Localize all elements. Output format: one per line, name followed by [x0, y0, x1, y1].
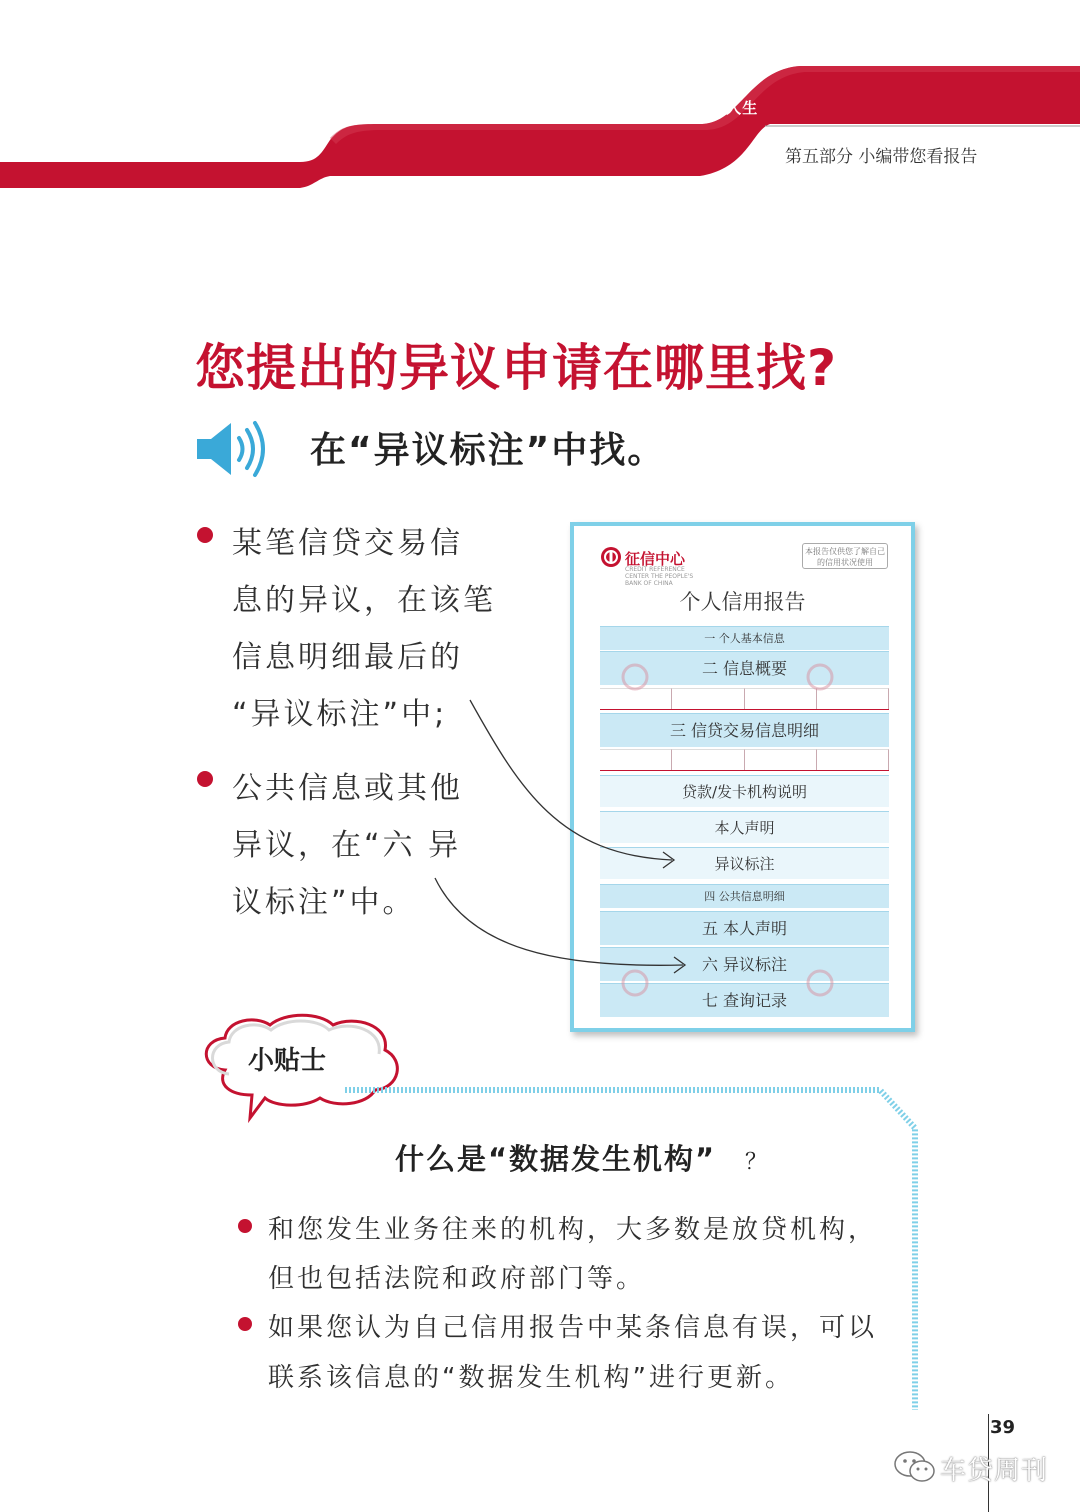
report-row: 二 信息概要	[600, 651, 889, 685]
tip-line: 但也包括法院和政府部门等。	[268, 1264, 646, 1294]
report-note-stamp: 本报告仅供您了解自己的信用状况使用	[802, 543, 888, 569]
report-row: 本人声明	[600, 811, 889, 843]
header-slogan: 珍爱信用记录 享受幸福人生	[560, 99, 759, 117]
tip-line: 如果您认为自己信用报告中某条信息有误，可以	[268, 1313, 878, 1343]
report-row: 五 本人声明	[600, 911, 889, 945]
tip-bullet-dot	[238, 1219, 252, 1233]
bullet-line: 议标注”中。	[232, 885, 416, 920]
report-row-dispute: 异议标注	[600, 847, 889, 879]
wechat-icon	[893, 1450, 937, 1484]
tip-line: 联系该信息的“数据发生机构”进行更新。	[268, 1363, 794, 1393]
page-number: 39	[990, 1417, 1016, 1438]
bullet-line: 息的异议，在该笔	[232, 583, 496, 618]
tip-bullet-dot	[238, 1317, 252, 1331]
tip-line: 和您发生业务往来的机构，大多数是放贷机构，	[268, 1215, 878, 1245]
page-subtitle: 在“异议标注”中找。	[310, 430, 666, 471]
tip-label: 小贴士	[248, 1046, 327, 1076]
report-logo-subtext: CREDIT REFERENCE CENTER THE PEOPLE'S BANK OF CHINA	[625, 566, 694, 587]
bullet-line: 信息明细最后的	[232, 640, 463, 675]
bullet-line: 异议，在“六 异	[232, 828, 462, 863]
report-row-public-dispute: 六 异议标注	[600, 947, 889, 981]
report-logo-text: 征信中心	[625, 550, 686, 568]
tip-question: 什么是“数据发生机构”	[395, 1142, 717, 1176]
report-row: 一 个人基本信息	[600, 626, 889, 650]
bullet-line: 某笔信贷交易信	[232, 526, 463, 561]
page-title: 您提出的异议申请在哪里找?	[195, 339, 838, 397]
report-row: 三 信贷交易信息明细	[600, 713, 889, 747]
bullet-line: “异议标注”中;	[232, 697, 448, 732]
bullet-line: 公共信息或其他	[232, 771, 463, 806]
report-row: 七 查询记录	[600, 983, 889, 1017]
report-row: 四 公共信息明细	[600, 884, 889, 908]
brand-watermark: 车贷周刊	[940, 1456, 1049, 1486]
report-title: 个人信用报告	[679, 590, 806, 614]
section-label: 第五部分 小编带您看报告	[785, 147, 978, 167]
tip-question-mark: ？	[745, 1150, 768, 1175]
report-row: 贷款/发卡机构说明	[600, 775, 889, 807]
